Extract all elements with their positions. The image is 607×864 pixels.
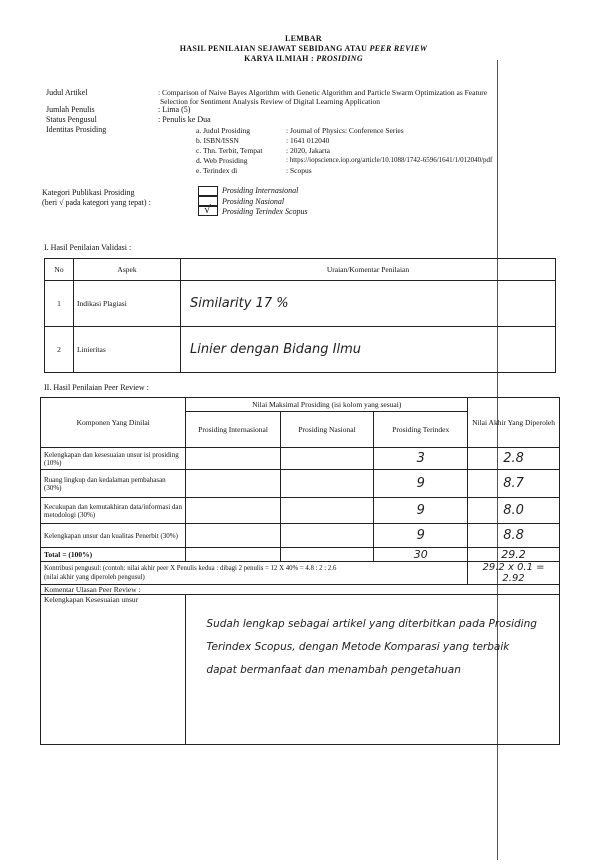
komentar-label: Komentar Ulasan Peer Review : [41,585,560,595]
row-komponen: Kelengkapan dan kesesuaian unsur isi prosiding (10%) [41,448,186,470]
jumlah-label: Jumlah Penulis [46,105,95,114]
terindex-value: 30 [413,548,428,561]
kontribusi-line2: (nilai akhir yang diperoleh pengusul) [44,574,145,581]
col-nasional: Prosiding Nasional [280,412,374,448]
row-komponen: Ruang lingkup dan kedalaman pembahasan (30%) [41,470,186,498]
kategori-label2: (beri √ pada kategori yang tepat) : [42,198,151,207]
col-uraian: Uraian/Komentar Penilaian [181,259,556,281]
terindex-value: 3 [416,451,425,466]
kategori-option-1: Prosiding Internasional [222,186,299,195]
komentar-row [41,595,560,745]
col-komponen: Komponen Yang Dinilai [41,398,186,448]
komentar-text: Linier dengan Bidang Ilmu [190,342,361,357]
header-line2-prefix: HASIL PENILAIAN SEJAWAT SEBIDANG ATAU [179,44,370,53]
col-no: No [45,259,74,281]
akhir-value: 29.2 [501,548,526,561]
judul-label: Judul Artikel [46,88,88,97]
komentar-body [186,595,560,745]
kategori-checkbox-1[interactable] [198,186,218,196]
row-komponen: Kelengkapan unsur dan kualitas Penerbit (30%) [41,524,186,548]
identitas-d-value: : https://iopscience.iop.org/article/10.1088/1742-6596/1641/1/012040/pdf [286,156,493,164]
akhir-value: 2.8 [503,451,524,466]
row-komponen: Total = (100%) [41,548,186,562]
row-aspek: Linieritas [74,327,181,373]
kontribusi-row [41,562,560,585]
row-nasional [280,524,374,548]
col-terindex: Prosiding Terindex [374,412,468,448]
row-internasional [186,498,280,524]
kelengkapan-label: Kelengkapan Kesesuaian unsur [41,595,186,745]
kategori-checkbox-3[interactable] [198,203,218,216]
row-internasional [186,448,280,470]
kontribusi-value: 29.2 x 0.1 = 2.92 [482,562,545,584]
identitas-label-text: Identitas Prosiding [46,125,107,134]
row-akhir [468,448,560,470]
akhir-value: 8.8 [503,528,524,543]
terindex-value: 9 [416,503,425,518]
komentar-line2: Terindex Scopus, dengan Metode Komparasi yang terbaik [206,641,510,653]
row-akhir [468,524,560,548]
row-terindex [374,524,468,548]
row-internasional [186,524,280,548]
akhir-value: 8.7 [503,476,524,491]
peer-review-table [40,397,560,745]
komentar-text: Similarity 17 % [190,296,289,311]
table-row-total [41,548,560,562]
row-akhir [468,498,560,524]
validasi-table [44,258,556,373]
table-row [45,281,556,327]
table-row [41,498,560,524]
komentar-line3: dapat bermanfaat dan menambah pengetahuan [206,664,461,676]
jumlah-value: : Lima (5) [158,105,191,114]
identitas-a-label: a. Judul Prosiding [196,126,250,135]
identitas-e-label: e. Terindex di [196,166,238,175]
row-nasional [280,548,374,562]
header-line3-italic: PROSIDING [316,54,363,63]
row-terindex [374,470,468,498]
peer-header-row1 [41,398,560,412]
identitas-b-label: b. ISBN/ISSN [196,136,239,145]
row-no: 1 [45,281,74,327]
row-nasional [280,448,374,470]
status-value: : Penulis ke Dua [158,115,211,124]
kontribusi-text [41,562,468,585]
kategori-option-2: Prosiding Nasional [222,197,285,206]
akhir-value: 8.0 [503,503,524,518]
section1-title: I. Hasil Penilaian Validasi : [44,243,132,252]
table-row [41,470,560,498]
header-line3-prefix: KARYA ILMIAH : [244,54,317,63]
row-aspek: Indikasi Plagiasi [74,281,181,327]
table-row [45,327,556,373]
identitas-d-label: d. Web Prosiding [196,156,248,165]
kategori-option-3: Prosiding Terindex Scopus [222,207,308,216]
identitas-e-value: : Scopus [286,166,312,175]
header-line3 [0,54,607,63]
identitas-a-value: : Journal of Physics: Conference Series [286,126,404,135]
komentar-label-row [41,585,560,595]
row-akhir [468,548,560,562]
identitas-c-value: : 2020, Jakarta [286,146,330,155]
identitas-c-label: c. Thn. Terbit, Tempat [196,146,263,155]
col-nilai-maks: Nilai Maksimal Prosiding (isi kolom yang sesuai) [186,398,468,412]
kategori-label1: Kategori Publikasi Prosiding [42,188,135,197]
header-line2 [0,44,607,53]
terindex-value: 9 [416,528,425,543]
row-no: 2 [45,327,74,373]
row-internasional [186,470,280,498]
row-internasional [186,548,280,562]
row-nasional [280,470,374,498]
terindex-value: 9 [416,476,425,491]
kontribusi-line1: Kontribusi pengusul: (contoh: nilai akhir peer X Penulis kedua : dibagi 2 penulis = 12 X 40% = 4.8 : 2 : 2.6 [44,565,337,572]
judul-value1: : Comparison of Naive Bayes Algorithm with Genetic Algorithm and Particle Swarm Optimization as Feature [158,88,488,97]
row-terindex [374,548,468,562]
table-row [41,524,560,548]
section2-title: II. Hasil Penilaian Peer Review : [44,383,149,392]
row-komponen: Kecukupan dan kemutakhiran data/informasi dan metodologi (30%) [41,498,186,524]
judul-value2: Selection for Sentiment Analysis Review of Digital Learning Application [160,97,380,106]
col-akhir: Nilai Akhir Yang Diperoleh [468,398,560,448]
col-aspek: Aspek [74,259,181,281]
row-nasional [280,498,374,524]
row-terindex [374,448,468,470]
kategori-checkmark-3: √ [204,203,212,216]
kontribusi-value-cell [468,562,560,585]
row-terindex [374,498,468,524]
identitas-label [46,125,106,134]
row-komentar [181,327,556,373]
komentar-line1: Sudah lengkap sebagai artikel yang diterbitkan pada Prosiding [206,618,537,630]
header-line1: LEMBAR [285,34,322,43]
status-label: Status Pengusul [46,115,97,124]
identitas-b-value: : 1641 012040 [286,136,330,145]
col-internasional: Prosiding Internasional [186,412,280,448]
table-row [41,448,560,470]
row-akhir [468,470,560,498]
validasi-header-row [45,259,556,281]
header-line2-italic: PEER REVIEW [369,44,428,53]
row-komentar [181,281,556,327]
